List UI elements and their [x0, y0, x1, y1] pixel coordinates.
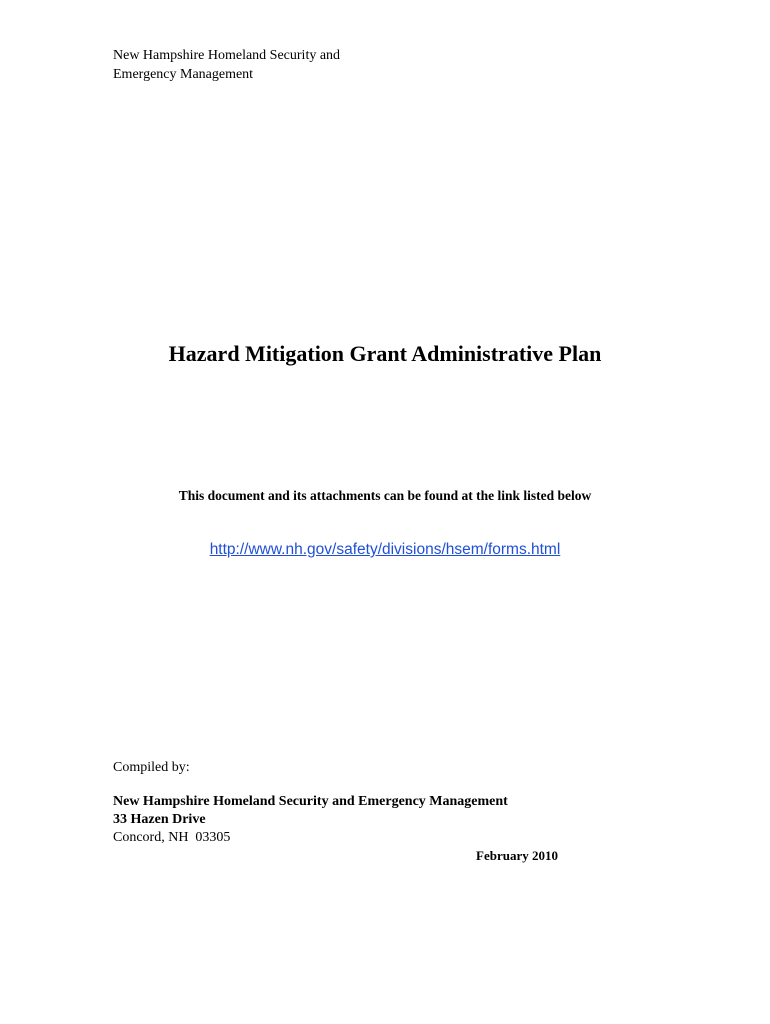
compiler-organization: New Hampshire Homeland Security and Emergency Management: [113, 794, 508, 809]
compiler-address: [113, 793, 508, 847]
document-title: Hazard Mitigation Grant Administrative Plan: [168, 341, 602, 366]
document-date: February 2010: [476, 848, 558, 863]
compiler-city: Concord, NH 03305: [113, 830, 231, 845]
compiler-street: 33 Hazen Drive: [113, 812, 206, 827]
compiled-by-label: Compiled by:: [113, 760, 190, 775]
header-org-line1: New Hampshire Homeland Security and: [113, 48, 341, 63]
attachments-note: This document and its attachments can be found at the link listed below: [178, 488, 592, 503]
header-org-line2: Emergency Management: [113, 67, 254, 82]
header-organization: [113, 46, 340, 84]
forms-link[interactable]: http://www.nh.gov/safety/divisions/hsem/forms.html: [209, 541, 561, 558]
